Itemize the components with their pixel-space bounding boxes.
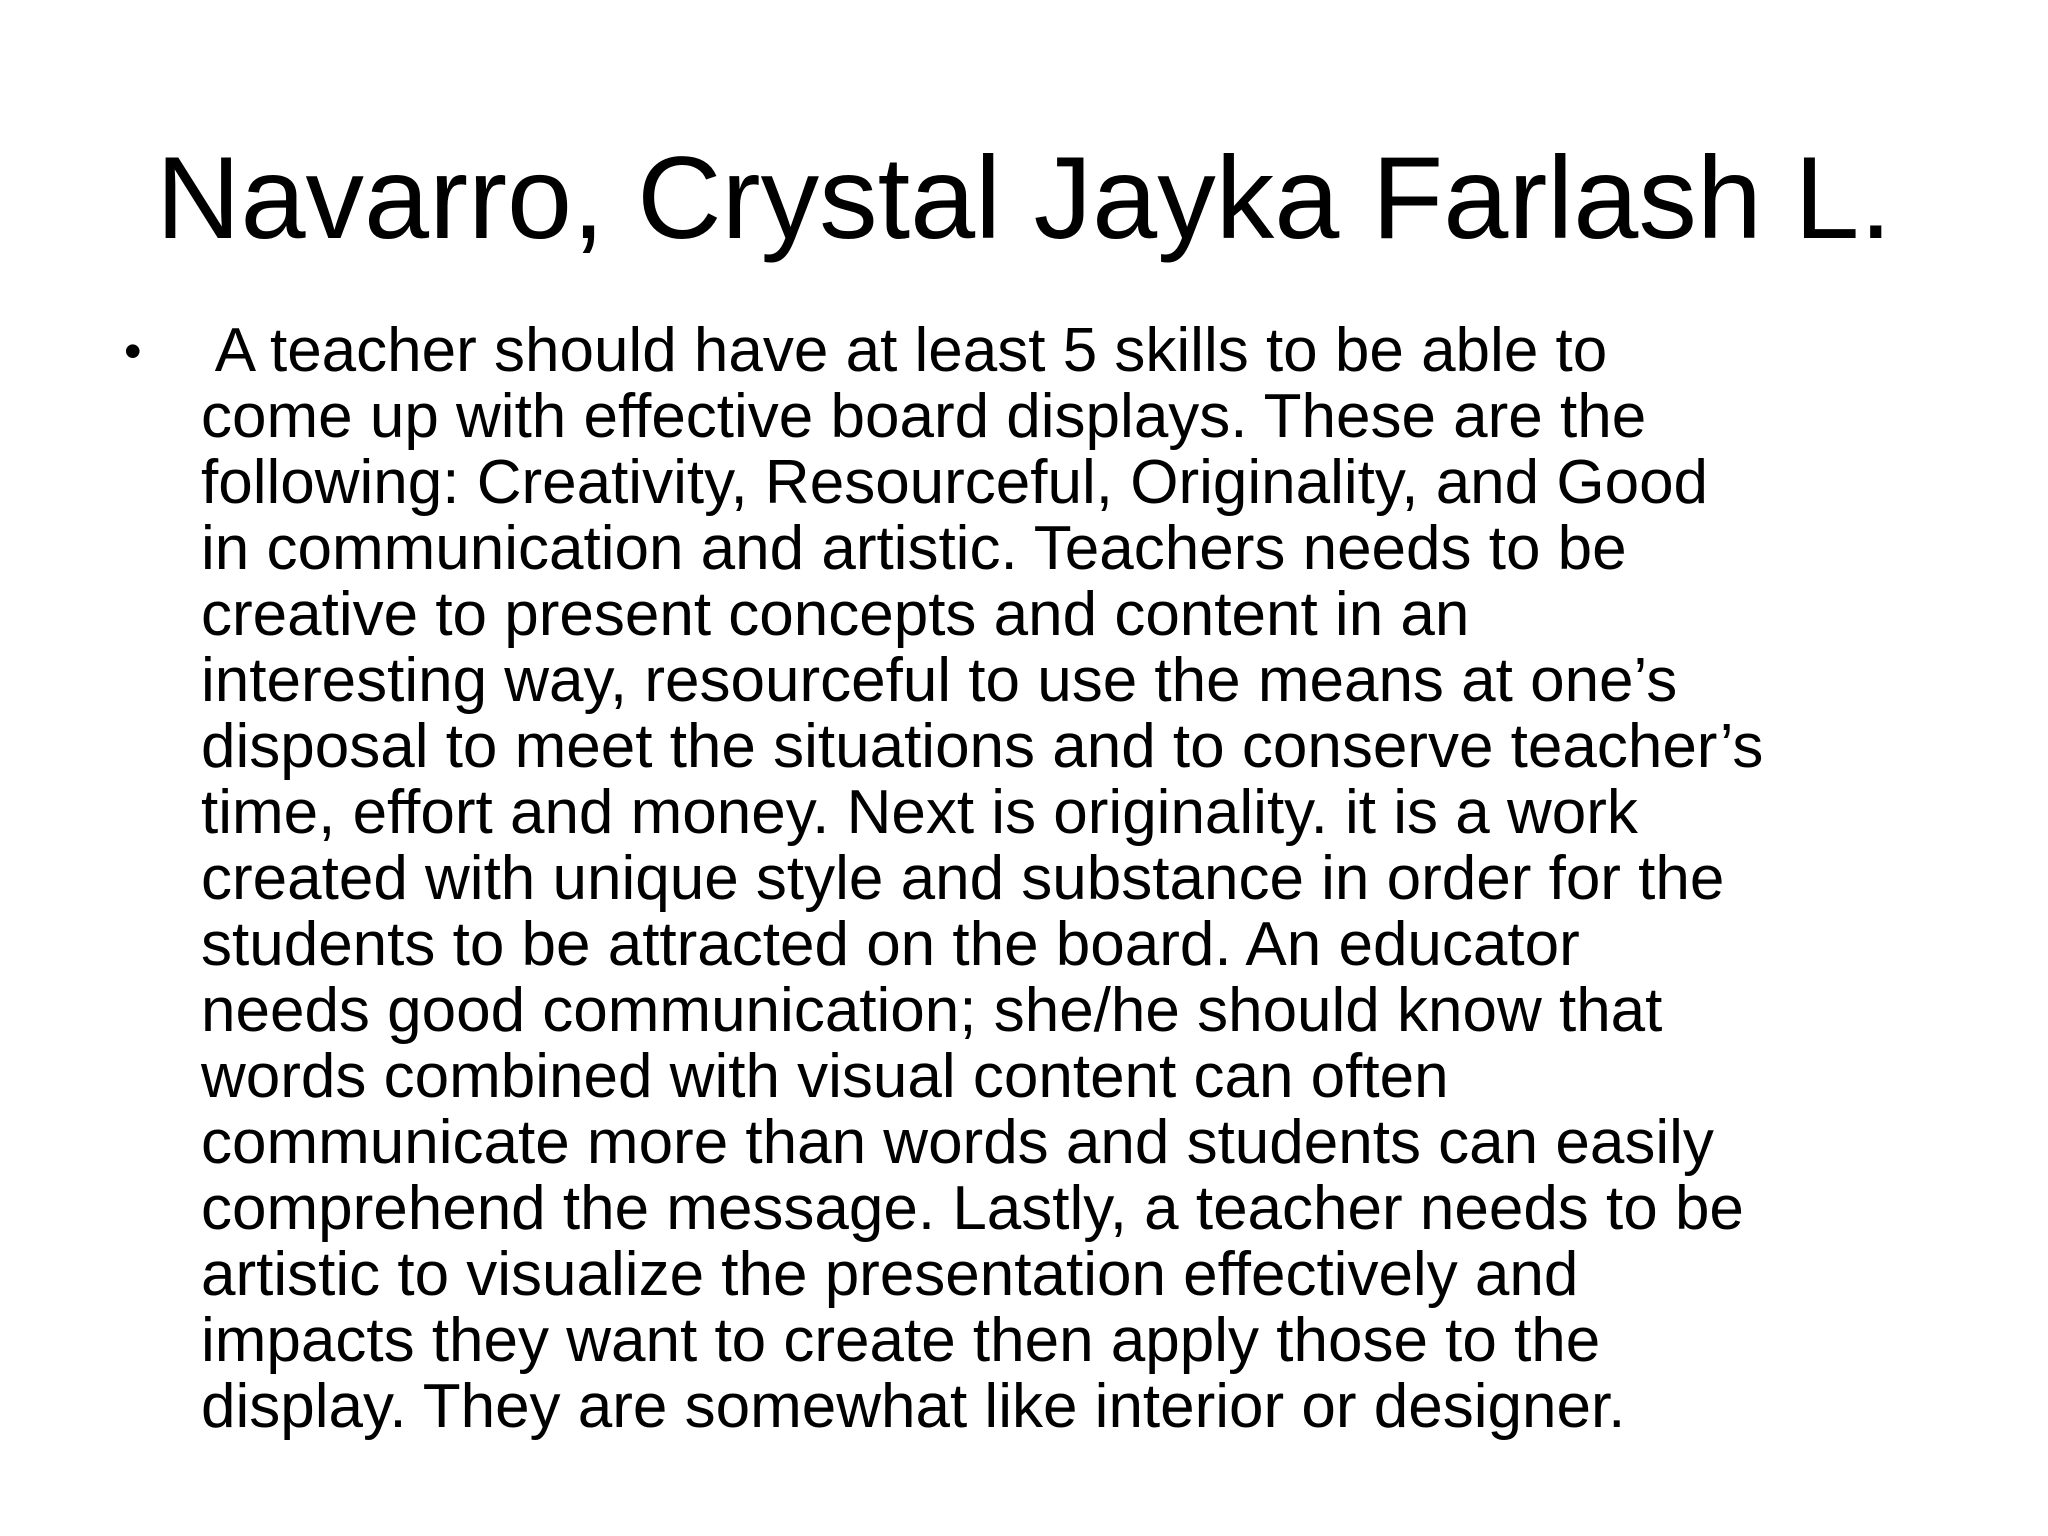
bullet-text-line: interesting way, resourceful to use the means at one’s (201, 646, 1678, 715)
bullet-text-line: disposal to meet the situations and to conserve teacher’s (201, 712, 1764, 781)
bullet-text-line: needs good communication; she/he should know that (201, 976, 1663, 1045)
bullet-text-line: following: Creativity, Resourceful, Originality, and Good (201, 448, 1709, 517)
bullet-text-line: students to be attracted on the board. An educator (201, 910, 1580, 979)
bullet-text-line: A teacher should have at least 5 skills to be able to (201, 316, 1608, 385)
bullet-text-line: communicate more than words and students can easily (201, 1108, 1714, 1177)
bullet-text-line: display. They are somewhat like interior or designer. (201, 1372, 1626, 1441)
bullet-text-line: created with unique style and substance in order for the (201, 844, 1725, 913)
bullet-text-line: time, effort and money. Next is originality. it is a work (201, 778, 1638, 847)
bullet-text-line: impacts they want to create then apply those to the (201, 1306, 1601, 1375)
bullet-text-line: in communication and artistic. Teachers needs to be (201, 514, 1627, 583)
bullet-text-line: comprehend the message. Lastly, a teacher needs to be (201, 1174, 1744, 1243)
bullet-item (124, 318, 1954, 1440)
slide-title: Navarro, Crystal Jayka Farlash L. (155, 132, 1893, 263)
bullet-text-line: creative to present concepts and content in an (201, 580, 1470, 649)
bullet-icon: • (124, 323, 142, 379)
bullet-text-line: words combined with visual content can often (201, 1042, 1449, 1111)
bullet-list (124, 318, 1954, 1440)
bullet-text-line: come up with effective board displays. These are the (201, 382, 1647, 451)
bullet-text-line: artistic to visualize the presentation effectively and (201, 1240, 1579, 1309)
